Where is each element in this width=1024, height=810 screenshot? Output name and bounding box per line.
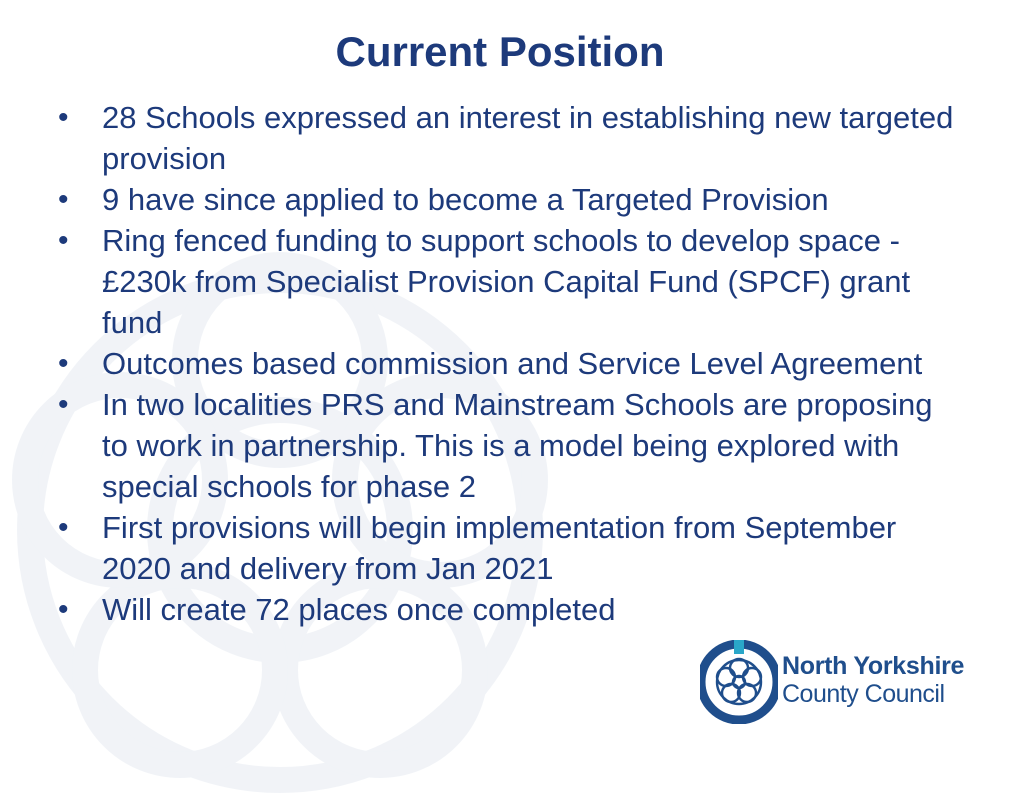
logo-text-county-council: County Council: [782, 680, 945, 708]
bullet-item: • 28 Schools expressed an interest in establishing new targeted provision: [58, 97, 958, 179]
bullet-item: • In two localities PRS and Mainstream Schools are proposing to work in partnership. This is a model being explored with special schools for phase 2: [58, 384, 958, 507]
white-rose-icon: [700, 640, 778, 724]
bullet-item: • First provisions will begin implementation from September 2020 and delivery from Jan 2021: [58, 507, 958, 589]
bullet-item: • Will create 72 places once completed: [58, 589, 958, 630]
bullet-item: • Ring fenced funding to support schools to develop space - £230k from Specialist Provision Capital Fund (SPCF) grant fund: [58, 220, 958, 343]
bullet-item: • 9 have since applied to become a Targeted Provision: [58, 179, 958, 220]
slide-title: Current Position: [335, 28, 665, 75]
nycc-logo: [700, 640, 990, 724]
bullet-item: • Outcomes based commission and Service Level Agreement: [58, 343, 958, 384]
bullet-list: [58, 97, 958, 630]
logo-text-north-yorkshire: North Yorkshire: [782, 652, 965, 680]
